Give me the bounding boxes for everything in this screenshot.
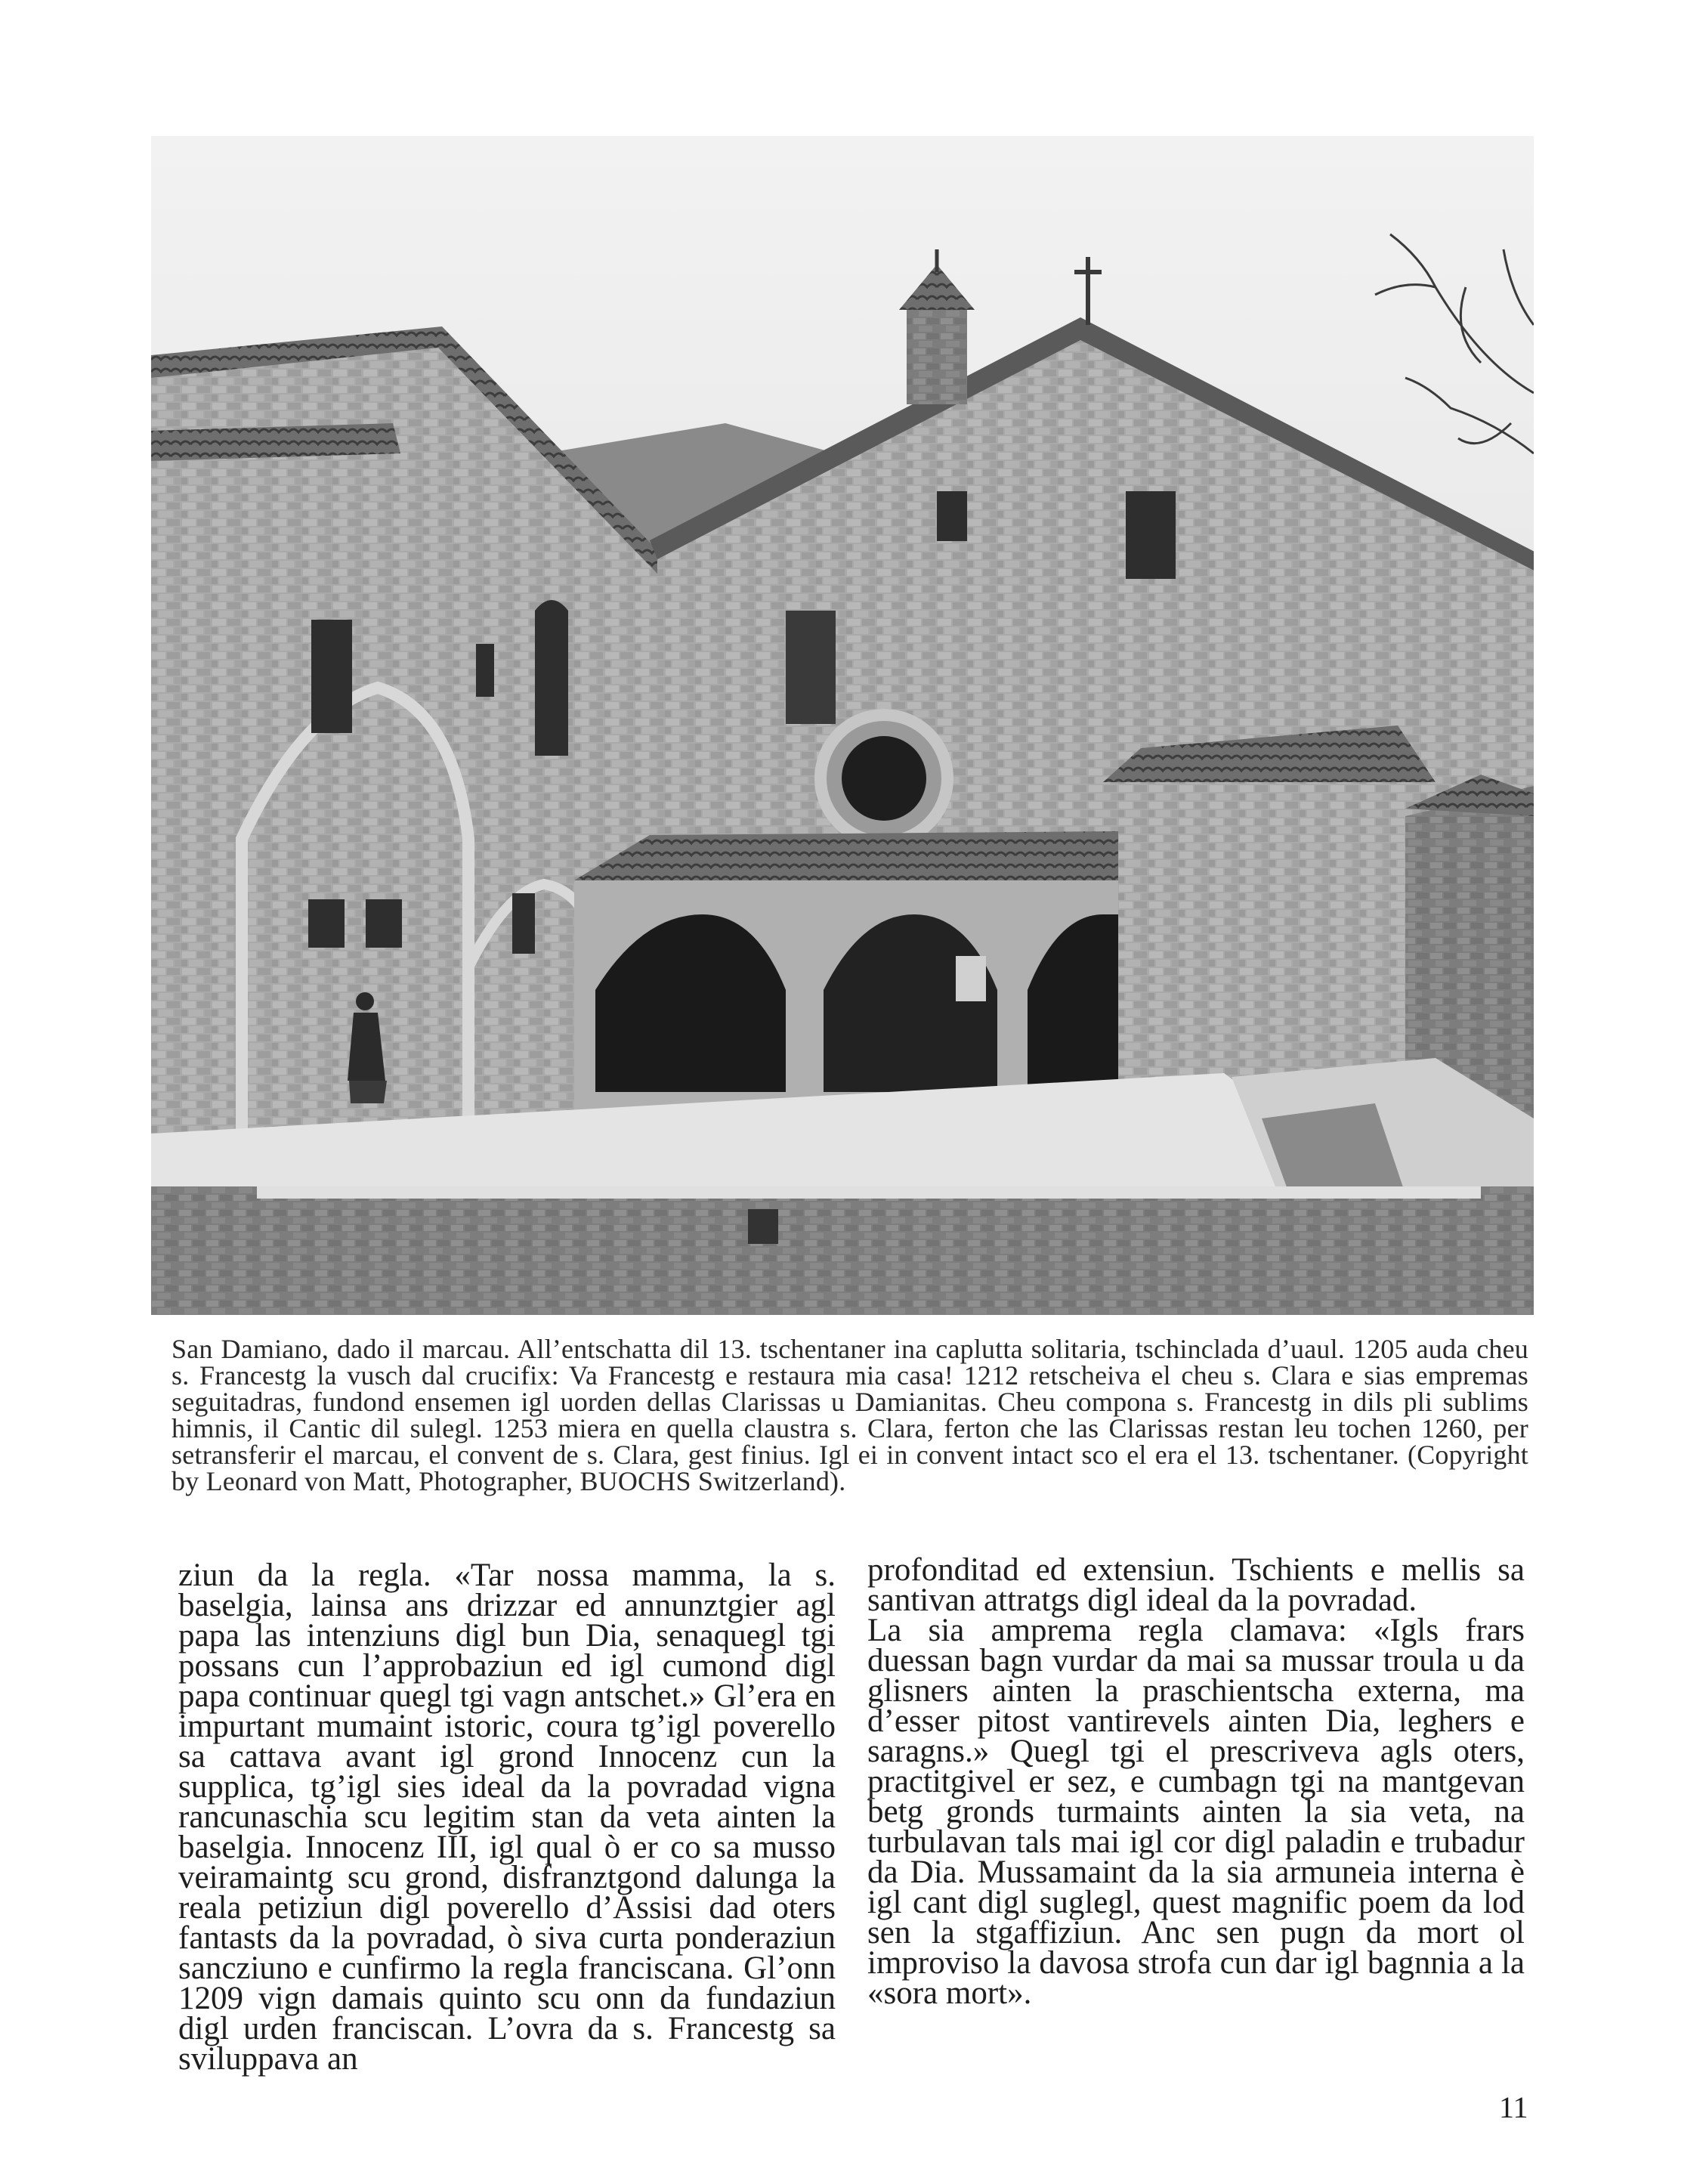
body-column-left — [178, 1558, 836, 2077]
body-paragraph: ziun da la regla. «Tar nossa mamma, la s. baselgia, lainsa ans drizzar ed annunztgier agl papa las intenziuns digl bun Dia, senaquegl tgi possans cun l’approbaziun ed igl cumond digl papa continuar quegl tgi vagn antschet.» Gl’era en impurtant mumaint istoric, coura tg’igl poverello sa cattava avant igl grond Innocenz cun la supplica, tg’igl sies ideal da la povradad vigna rancunaschia scu legitim stan da veta ainten la baselgia. Innocenz III, igl qual ò er co sa musso veiramaintg scu grond, disfranztgond dalunga la reala petiziun digl poverello d’Assisi dad oters fantasts da la povradad, ò siva curta ponderaziun sancziuno e cunfirmo la regla franciscana. Gl’onn 1209 vign damais quinto scu onn da fundaziun digl urden franciscan. L’ovra da s. Francestg sa sviluppava an — [178, 1558, 836, 2077]
photo-caption: San Damiano, dado il marcau. All’entschatta dil 13. tschentaner ina caplutta solitaria, tschinclada d’uaul. 1205 auda cheu s. Francestg la vusch dal crucifix: Va Francestg e restaura mia casa! 1212 retscheiva el cheu s. Clara e sias empremas seguitadras, fundond ensemen igl uorden dellas Clarissas u Damianitas. Cheu compona s. Francestg in dils pli sublims himnis, il Cantic dil sulegl. 1253 miera en quella claustra s. Clara, ferton che las Clarissas restan leu tochen 1260, per setransferir el marcau, el convent de s. Clara, gest finius. Igl ei in convent intact sco el era el 13. tschentaner. (Copyright by Leonard von Matt, Photographer, BUOCHS Switzerland). — [172, 1334, 1528, 1496]
body-paragraph: La sia amprema regla clamava: «Igls frars duessan bagn vurdar da mai sa mussar troula u da glisners ainten la praschientscha externa, ma d’esser pitost vantirevels ainten Dia, leghers e saragns.» Quegl tgi el prescriveva agls oters, practitgivel er sez, e cumbagn tgi na mantgevan betg gronds turmaints ainten la sia veta, na turbulavan tals mai igl cor digl paladin e trubadur da Dia. Mussamaint da la sia armuneia interna è igl cant digl suglegl, quest magnific poem da lod sen la stgaffiziun. Anc sen pugn da mort ol improviso la davosa strofa cun dar igl bagnnia a la «sora mort». — [867, 1613, 1525, 2011]
body-column-right — [867, 1552, 1525, 2011]
page-number: 11 — [1499, 2090, 1528, 2124]
body-paragraph: profonditad ed extensiun. Tschients e mellis sa santivan attratgs digl ideal da la povradad. — [867, 1552, 1525, 1618]
photograph-san-damiano — [151, 136, 1534, 1315]
